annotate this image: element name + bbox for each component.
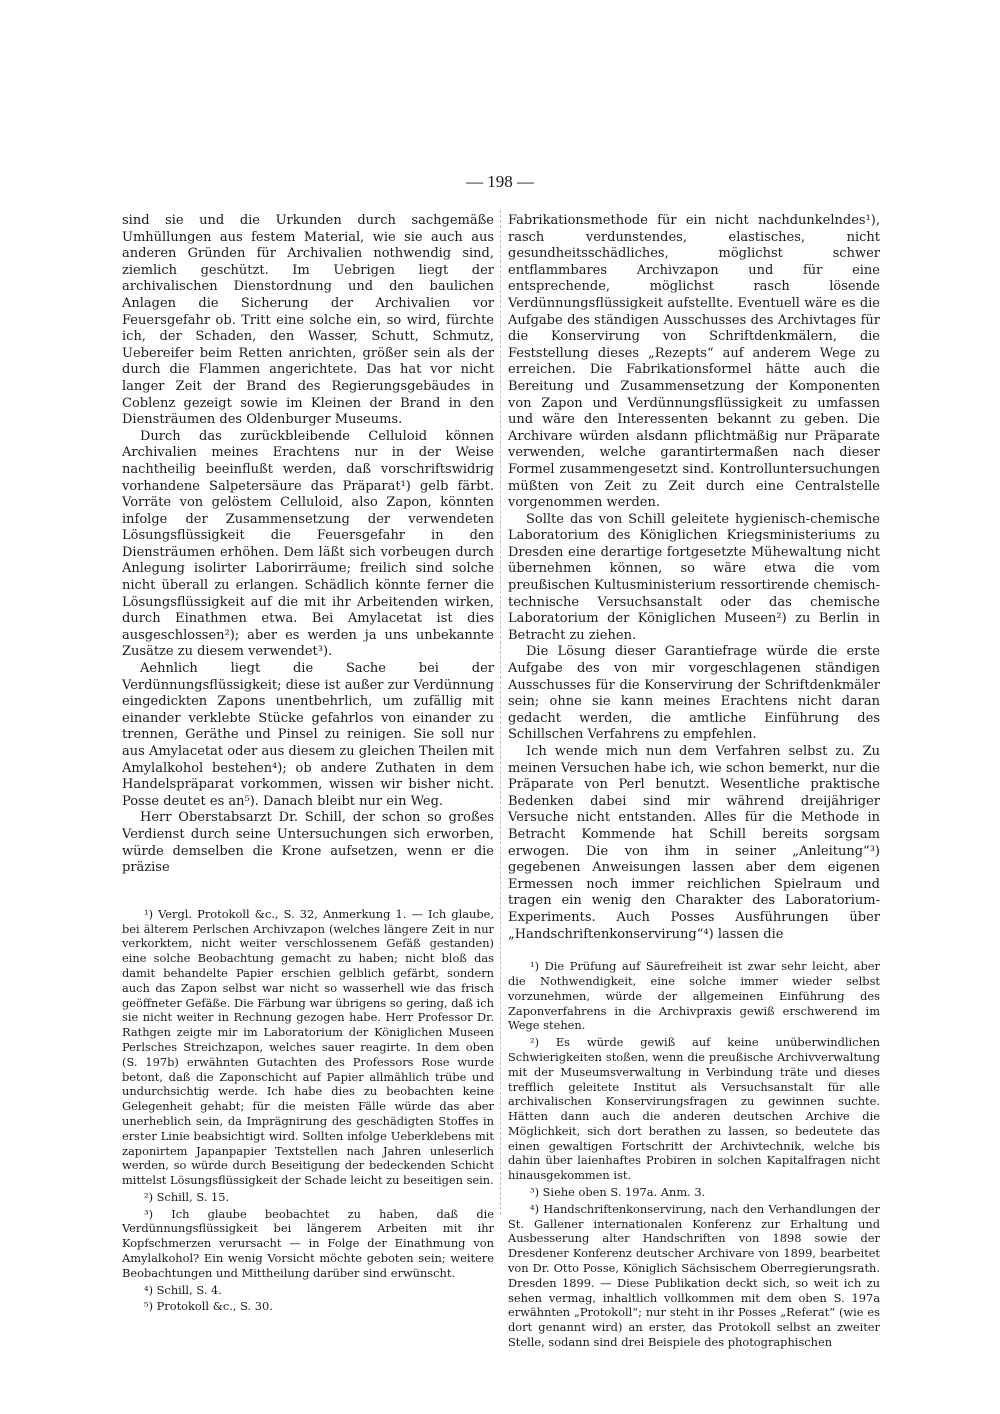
column-divider bbox=[500, 210, 501, 1215]
footnote: ³) Siehe oben S. 197a. Anm. 3. bbox=[530, 1185, 706, 1200]
footnote: ²) Schill, S. 15. bbox=[144, 1189, 230, 1204]
footnote: ¹) Die Prüfung auf Säurefreiheit ist zwar sehr leicht, aber die Nothwendigkeit, eine solche immer wieder selbst vorzunehmen, würde der allgemeinen Einführung des Zaponverfahrens in die Archivpraxis gewiß erschwerend im Wege stehen. bbox=[508, 959, 880, 1033]
footnote: ⁴) Handschriftenkonservirung, nach den Verhandlungen der St. Gallener internationalen Konferenz zur Erhaltung und Ausbesserung alter Handschriften von 1898 sowie der Dresdener Konferenz deutscher Archivare von 1899, bearbeitet von Dr. Otto Posse, Königlich Sächsischem Oberregierungsrath. Dresden 1899. — Diese Publikation deckt sich, so weit ich zu sehen vermag, inhaltlich vollkommen mit dem oben S. 197a erwähnten „Protokoll“; nur steht in ihr Posses „Referat“ (wie es dort genannt wird) an erster, das Protokoll selbst an zweiter Stelle, sodann sind drei Beispiele des photographischen bbox=[508, 1201, 880, 1350]
footnote: ²) Es würde gewiß auf keine unüberwindlichen Schwierigkeiten stoßen, wenn die preußische Archivverwaltung mit der Museumsverwaltung in Verbindung träte und dieses trefflich geleitete Institut als Versuchsanstalt für alle archivalischen Konservirungsfragen zu gewinnen suchte. Hätten dann auch die anderen deutschen Archive die Möglichkeit, sich dort berathen zu lassen, so bedeutete das einen gewaltigen Fortschritt der Archivtechnik, welche bis dahin über laienhaftes Probiren in solchen Kapitalfragen nicht hinausgekommen ist. bbox=[508, 1035, 880, 1183]
footnote: ⁵) Protokoll &c., S. 30. bbox=[144, 1299, 273, 1314]
right-paragraph: Ich wende mich nun dem Verfahren selbst zu. Zu meinen Versuchen habe ich, wie schon bemerkt, nur die Präparate von Perl benutzt. Wesentliche praktische Bedenken dabei sind mir während dreijähriger Versuche nicht entstanden. Alles für die Methode in Betracht Kommende hat Schill bereits sorgsam erwogen. Die von ihm in seiner „Anleitung“³) gegebenen Anweisungen lassen aber dem eigenen Ermessen noch immer reichlichen Spielraum und tragen ein wenig den Charakter des Laboratorium-Experiments. Auch Posses Ausführungen über „Handschriftenkonservirung“⁴) lassen die bbox=[508, 744, 880, 942]
right-paragraph: Die Lösung dieser Garantiefrage würde die erste Aufgabe des von mir vorgeschlagenen ständigen Ausschusses für die Konservirung der Schriftdenkmäler sein; ohne sie kann meines Erachtens nicht daran gedacht werden, die amtliche Einführung des Schillschen Verfahrens zu empfehlen. bbox=[508, 644, 880, 743]
right-footnotes bbox=[508, 959, 880, 1350]
right-column bbox=[508, 213, 880, 1352]
left-paragraph: Herr Oberstabsarzt Dr. Schill, der schon so großes Verdienst durch seine Untersuchungen sich erworben, würde demselben die Krone aufsetzen, wenn er die präzise bbox=[122, 810, 494, 876]
left-column bbox=[122, 213, 494, 1316]
page-number: — 198 — bbox=[466, 172, 534, 191]
left-paragraph: sind sie und die Urkunden durch sachgemäße Umhüllungen aus festem Material, wie sie auch aus anderen Gründen für Archivalien nothwendig sind, ziemlich geschützt. Im Uebrigen liegt der archivalischen Dienstordnung und den baulichen Anlagen die Sicherung der Archivalien vor Feuersgefahr ob. Tritt eine solche ein, so wird, fürchte ich, der Schaden, den Wasser, Schutt, Schmutz, Uebereifer beim Retten anrichten, größer sein als der durch die Flammen angerichtete. Das hat vor nicht langer Zeit der Brand des Regierungsgebäudes in Coblenz gezeigt sowie im Kleinen der Brand in den Diensträumen des Oldenburger Museums. bbox=[122, 213, 494, 428]
left-footnotes bbox=[122, 907, 494, 1315]
left-paragraph: Aehnlich liegt die Sache bei der Verdünnungsflüssigkeit; diese ist außer zur Verdünnung eingedickten Zapons unentbehrlich, um zufällig mit einander verklebte Stücke gefahrlos von einander zu trennen, Geräthe und Pinsel zu reinigen. Sie soll nur aus Amylacetat oder aus diesem zu gleichen Theilen mit Amylalkohol bestehen⁴); ob andere Zuthaten in dem Handelspräparat vorkommen, wissen wir bisher nicht. Posse deutet es an⁵). Danach bleibt nur ein Weg. bbox=[122, 661, 494, 809]
left-body-text bbox=[122, 213, 494, 877]
right-paragraph: Fabrikationsmethode für ein nicht nachdunkelndes¹), rasch verdunstendes, elastisches, nicht gesundheitsschädliches, möglichst schwer entflammbares Archivzapon und für eine entsprechende, möglichst rasch lösende Verdünnungsflüssigkeit aufstellte. Eventuell wäre es die Aufgabe des ständigen Ausschusses des Archivtages für die Konservirung von Schriftdenkmälern, die Feststellung dieses „Rezepts“ auf anderem Wege zu erreichen. Die Fabrikationsformel hätte auch die Bereitung und Zusammensetzung der Komponenten von Zapon und Verdünnungsflüssigkeit zu umfassen und wäre den Interessenten bekannt zu geben. Die Archivare würden alsdann pflichtmäßig nur Präparate verwenden, welche garantirtermaßen nach dieser Formel zusammengesetzt sind. Kontrolluntersuchungen müßten von Zeit zu Zeit durch eine Centralstelle vorgenommen werden. bbox=[508, 213, 880, 511]
footnote: ¹) Vergl. Protokoll &c., S. 32, Anmerkung 1. — Ich glaube, bei älterem Perlschen Archivzapon (welches längere Zeit in nur verkorktem, nicht weiter verschlossenem Gefäß gestanden) eine solche Beobachtung gemacht zu haben; nicht bloß das damit behandelte Papier erschien gelblich gefärbt, sondern auch das Zapon selbst war nicht so wasserhell wie das frisch geöffneter Gefäße. Die Färbung war übrigens so gering, daß ich sie nicht weiter in Rechnung gezogen habe. Herr Professor Dr. Rathgen zeigte mir im Laboratorium der Königlichen Museen Perlsches Streichzapon, welches sauer reagirte. In dem oben (S. 197b) erwähnten Gutachten des Professors Rose wurde betont, daß die Zaponschicht auf Papier allmählich trübe und undurchsichtig werde. Ich habe dies zu beobachten keine Gelegenheit gehabt; für die meisten Fälle würde das aber unerheblich sein, da Imprägnirung des geschädigten Stoffes in erster Linie beabsichtigt wird. Sollten infolge Ueberklebens mit zaponirtem Japanpapier Textstellen nach Jahren unleserlich werden, so würde durch Beseitigung der bedeckenden Schicht mittelst Lösungsflüssigkeit der Schade leicht zu beseitigen sein. bbox=[122, 906, 494, 1188]
right-paragraph: Sollte das von Schill geleitete hygienisch-chemische Laboratorium des Königlichen Kriegsministeriums zu Dresden eine derartige fortgesetzte Mühewaltung nicht übernehmen können, so wäre etwa die vom preußischen Kultusministerium ressortirende chemisch-technische Versuchsanstalt oder das chemische Laboratorium der Königlichen Museen²) zu Berlin in Betracht zu ziehen. bbox=[508, 511, 880, 643]
right-body-text bbox=[508, 213, 880, 943]
footnote: ⁴) Schill, S. 4. bbox=[144, 1282, 222, 1297]
left-paragraph: Durch das zurückbleibende Celluloid können Archivalien meines Erachtens nur in der Weise nachtheilig beeinflußt werden, daß vorschriftswidrig vorhandene Salpetersäure das Präparat¹) gelb färbt. Vorräte von gelöstem Celluloid, also Zapon, könnten infolge der Zusammensetzung der verwendeten Lösungsflüssigkeit die Feuersgefahr in den Diensträumen erhöhen. Dem läßt sich vorbeugen durch Anlegung isolirter Laborirräume; freilich sind solche nicht überall zu erlangen. Schädlich könnte ferner die Lösungsflüssigkeit auf die mit ihr Arbeitenden wirken, durch Einathmen etwa. Bei Amylacetat ist dies ausgeschlossen²); aber es werden ja uns unbekannte Zusätze zu diesem verwendet³). bbox=[122, 428, 494, 660]
footnote: ³) Ich glaube beobachtet zu haben, daß die Verdünnungsflüssigkeit bei längerem Arbeiten mit ihr Kopfschmerzen verursacht — in Folge der Einathmung von Amylalkohol? Ein wenig Vorsicht möchte geboten sein; weitere Beobachtungen und Mittheilung darüber sind erwünscht. bbox=[122, 1206, 494, 1280]
